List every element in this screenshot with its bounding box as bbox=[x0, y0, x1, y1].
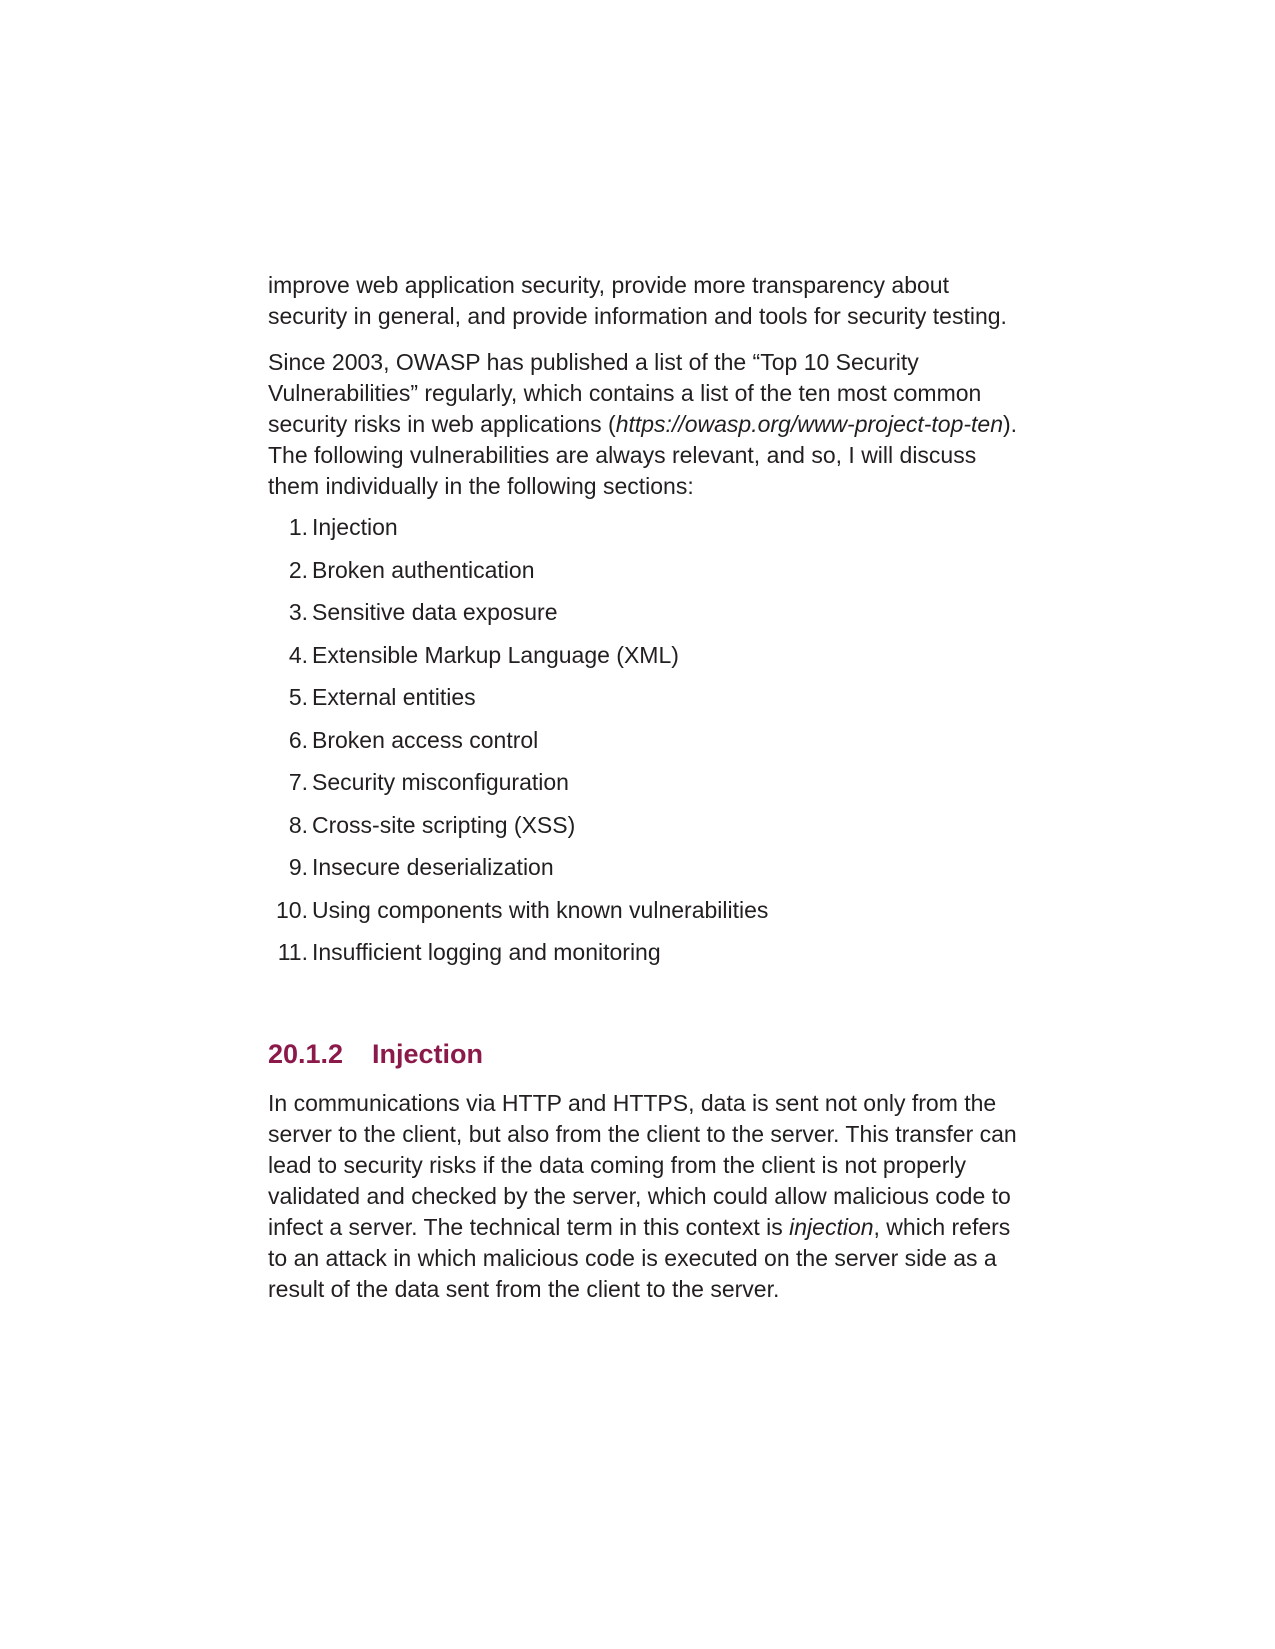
section-number: 20.1.2 bbox=[268, 1039, 344, 1069]
list-item-label: Injection bbox=[312, 514, 398, 540]
section-heading bbox=[268, 1037, 1028, 1071]
intro-paragraph: improve web application security, provide more transparency about security in general, and provide information and tools for security testing. bbox=[268, 272, 1007, 329]
section-title: Injection bbox=[372, 1039, 484, 1069]
list-item-label: Broken access control bbox=[312, 726, 539, 753]
list-item bbox=[268, 767, 1028, 798]
list-item bbox=[268, 895, 1028, 926]
injection-text-after: , which refers to an attack in which malicious code is executed on the server side as a result of the data sent from the client to the server. bbox=[268, 1214, 1011, 1302]
list-number: 6. bbox=[288, 726, 308, 753]
list-number: 1. bbox=[288, 514, 308, 540]
list-number: 10. bbox=[276, 896, 308, 923]
list-item bbox=[268, 640, 1028, 671]
list-number: 5. bbox=[288, 684, 308, 710]
list-number: 7. bbox=[288, 769, 308, 795]
list-item bbox=[268, 852, 1028, 883]
list-number: 9. bbox=[288, 854, 308, 880]
list-item bbox=[268, 810, 1028, 841]
list-number: 2. bbox=[288, 556, 308, 583]
list-number: 8. bbox=[288, 811, 308, 838]
list-item-label: Broken authentication bbox=[312, 556, 535, 583]
list-item-label: Insufficient logging and monitoring bbox=[312, 939, 661, 965]
owasp-text-before: Since 2003, OWASP has published a list of the “Top 10 Security Vulnerabilities” regularly, which contains a list of the ten most common security risks in web applications ( bbox=[268, 349, 982, 437]
list-item-label: External entities bbox=[312, 684, 476, 710]
vulnerability-list bbox=[268, 512, 1028, 968]
list-item-label: Insecure deserialization bbox=[312, 854, 554, 880]
list-item-label: Cross-site scripting (XSS) bbox=[312, 811, 576, 838]
owasp-link[interactable]: https://owasp.org/www-project-top-ten bbox=[615, 411, 1004, 437]
list-item-label: Security misconfiguration bbox=[312, 769, 569, 795]
list-item bbox=[268, 682, 1028, 713]
injection-text-before: In communications via HTTP and HTTPS, data is sent not only from the server to the client, but also from the client to the server. This transfer can lead to security risks if the data coming from the client is not properly validated and checked by the server, which could allow malicious code to infect a server. The technical term in this context is bbox=[268, 1090, 1017, 1240]
list-item bbox=[268, 512, 1028, 543]
list-item-label: Extensible Markup Language (XML) bbox=[312, 641, 679, 668]
list-item bbox=[268, 597, 1028, 628]
list-number: 4. bbox=[288, 641, 308, 668]
list-item bbox=[268, 555, 1028, 586]
list-item bbox=[268, 937, 1028, 968]
owasp-paragraph bbox=[268, 347, 1028, 502]
list-item-label: Using components with known vulnerabilities bbox=[312, 896, 769, 923]
list-item-label: Sensitive data exposure bbox=[312, 599, 558, 625]
injection-term: injection bbox=[789, 1214, 874, 1240]
list-number: 3. bbox=[288, 599, 308, 625]
owasp-text-after: ). The following vulnerabilities are always relevant, and so, I will discuss them individually in the following sections: bbox=[268, 411, 1018, 499]
list-item bbox=[268, 725, 1028, 756]
injection-paragraph bbox=[268, 1088, 1028, 1305]
list-number: 11. bbox=[277, 939, 308, 965]
document-page bbox=[268, 270, 1028, 1305]
